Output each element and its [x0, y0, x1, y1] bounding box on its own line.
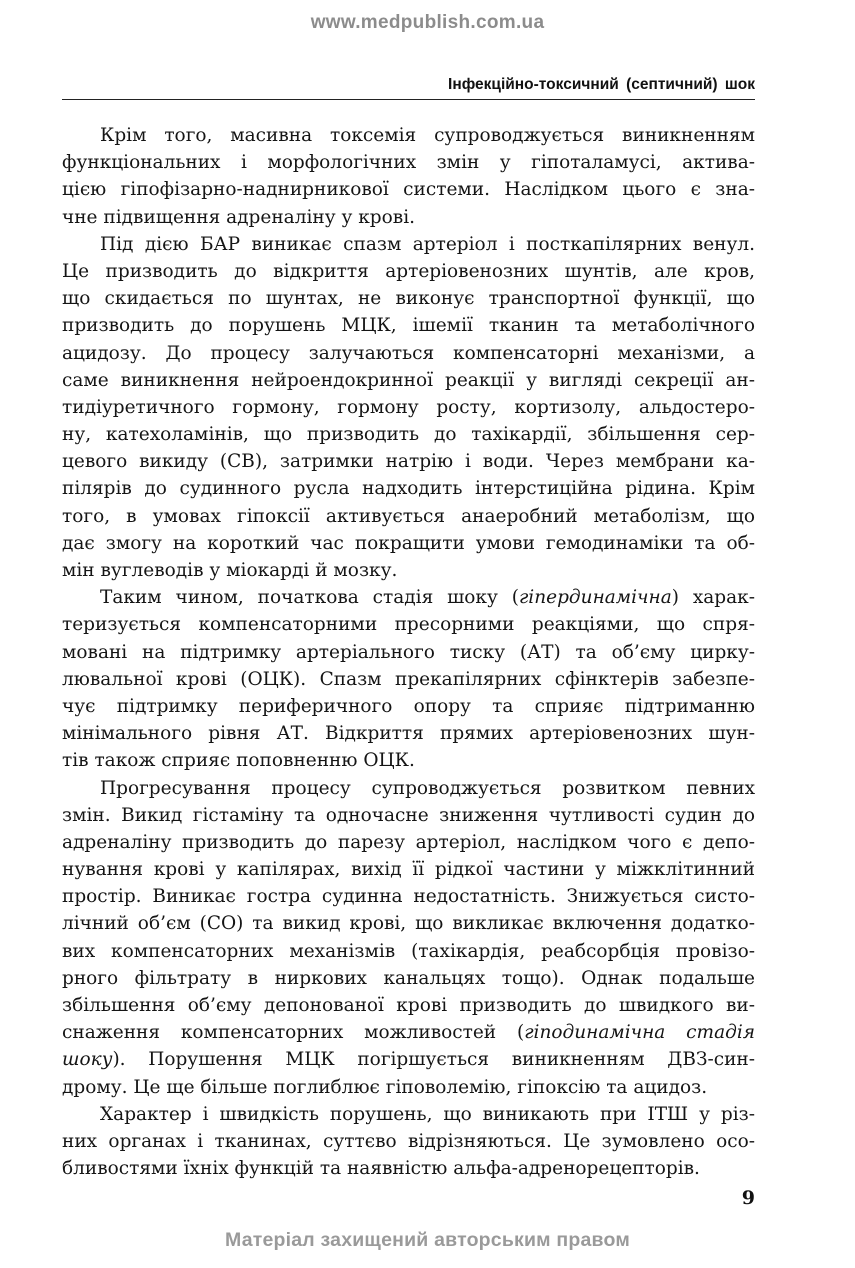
text-line: Це призводить до відкриття артеріовенозних шунтів, але кров,: [62, 260, 755, 282]
text-line: Крім того, масивна токсемія супроводжується виникненням: [100, 125, 755, 146]
text-line: простір. Виникає гостра судинна недостатність. Знижується систо-: [62, 886, 755, 908]
text-line: тів також сприяє поповненню ОЦК.: [62, 750, 415, 772]
running-chapter-title: Інфекційно-токсичний (септичний) шок: [448, 76, 755, 93]
text-line: Прогресування процесу супроводжується розвитком певних: [100, 777, 755, 799]
paragraph: [62, 122, 755, 231]
text-line: нування крові у капілярах, вихід її рідкої частини у міжклітинний: [62, 859, 755, 881]
text-line: лічний об’єм (СО) та викид крові, що викликає включення додатко-: [62, 913, 755, 935]
text-line: чне підвищення адреналіну у крові.: [62, 206, 415, 228]
text-line: мовані на підтримку артеріального тиску (АТ) та об’єму цирку-: [62, 641, 755, 663]
text-line: чує підтримку периферичного опору та сприяє підтриманню: [62, 695, 755, 717]
text-line: призводить до порушень МЦК, ішемії тканин та метаболічного: [62, 315, 755, 337]
text-line: ацидозу. До процесу залучаються компенсаторні механізми, а: [62, 342, 755, 364]
text-line: збільшення об’єму депонованої крові призводить до швидкого ви-: [62, 995, 755, 1016]
text-line: рного фільтрату в ниркових канальцях тощо). Однак подальше: [62, 967, 755, 989]
body-text: [62, 122, 755, 1182]
header-divider: [62, 99, 755, 100]
text-line: пілярів до судинного русла надходить інтерстиційна рідина. Крім: [62, 478, 755, 500]
text-line: що скидається по шунтах, не виконує транспортної функції, що: [62, 288, 755, 310]
text-line: Під дією БАР виникає спазм артеріол і посткапілярних венул.: [100, 233, 755, 255]
text-line: мін вуглеводів у міокарді й мозку.: [62, 560, 398, 581]
text-line: змін. Викид гістаміну та одночасне зниження чутливості судин до: [62, 804, 755, 826]
page-number: 9: [741, 1187, 755, 1209]
text-line: саме виникнення нейроендокринної реакції у вигляді секреції ан-: [62, 369, 755, 391]
text-line: того, в умовах гіпоксії активується анаеробний метаболізм, що: [62, 505, 755, 527]
text-line: бливостями їхніх функцій та наявністю альфа-адренорецепторів.: [62, 1158, 700, 1180]
text-line: вих компенсаторних механізмів (тахікардія, реабсорбція провізо-: [62, 940, 755, 962]
text-line: снаження компенсаторних можливостей (гіподинамічна стадія: [62, 1022, 755, 1044]
text-line: ну, катехоламінів, що призводить до тахікардії, збільшення сер-: [62, 424, 755, 446]
text-line: дає змогу на короткий час покращити умови гемодинаміки та об-: [62, 532, 755, 554]
paragraph: [62, 1101, 755, 1183]
text-line: цією гіпофізарно-наднирникової системи. Наслідком цього є зна-: [62, 179, 755, 201]
text-line: теризується компенсаторними пресорними реакціями, що спря-: [62, 614, 755, 636]
text-line: адреналіну призводить до парезу артеріол, наслідком чого є депо-: [62, 831, 755, 853]
text-line: них органах і тканинах, суттєво відрізняються. Це зумовлено осо-: [62, 1130, 755, 1152]
site-url-watermark: www.medpublish.com.ua: [310, 12, 545, 33]
text-line: цевого викиду (СВ), затримки натрію і води. Через мембрани ка-: [62, 451, 755, 473]
text-line: функціональних і морфологічних змін у гіпоталамусі, активa-: [62, 152, 755, 174]
text-line: дрому. Це ще більше поглиблює гіповолемію, гіпоксію та ацидоз.: [62, 1076, 708, 1098]
paragraph: [62, 231, 755, 584]
paragraph: [62, 775, 755, 1101]
copyright-notice: Матеріал захищений авторським правом: [225, 1229, 630, 1251]
text-line: лювальної крові (ОЦК). Спазм прекапілярних сфінктерів забезпе-: [62, 668, 755, 690]
text-line: мінімального рівня АТ. Відкриття прямих артеріовенозних шун-: [62, 723, 755, 745]
text-line: Характер і швидкість порушень, що виникають при ІТШ у різ-: [100, 1103, 755, 1125]
text-line: тидіуретичного гормону, гормону росту, кортизолу, альдостеро-: [62, 396, 755, 418]
text-line: шоку). Порушення МЦК погіршується виникненням ДВЗ-син-: [62, 1049, 755, 1071]
paragraph: [62, 584, 755, 774]
text-line: Таким чином, початкова стадія шоку (гіпердинамічна) харак-: [100, 587, 755, 609]
